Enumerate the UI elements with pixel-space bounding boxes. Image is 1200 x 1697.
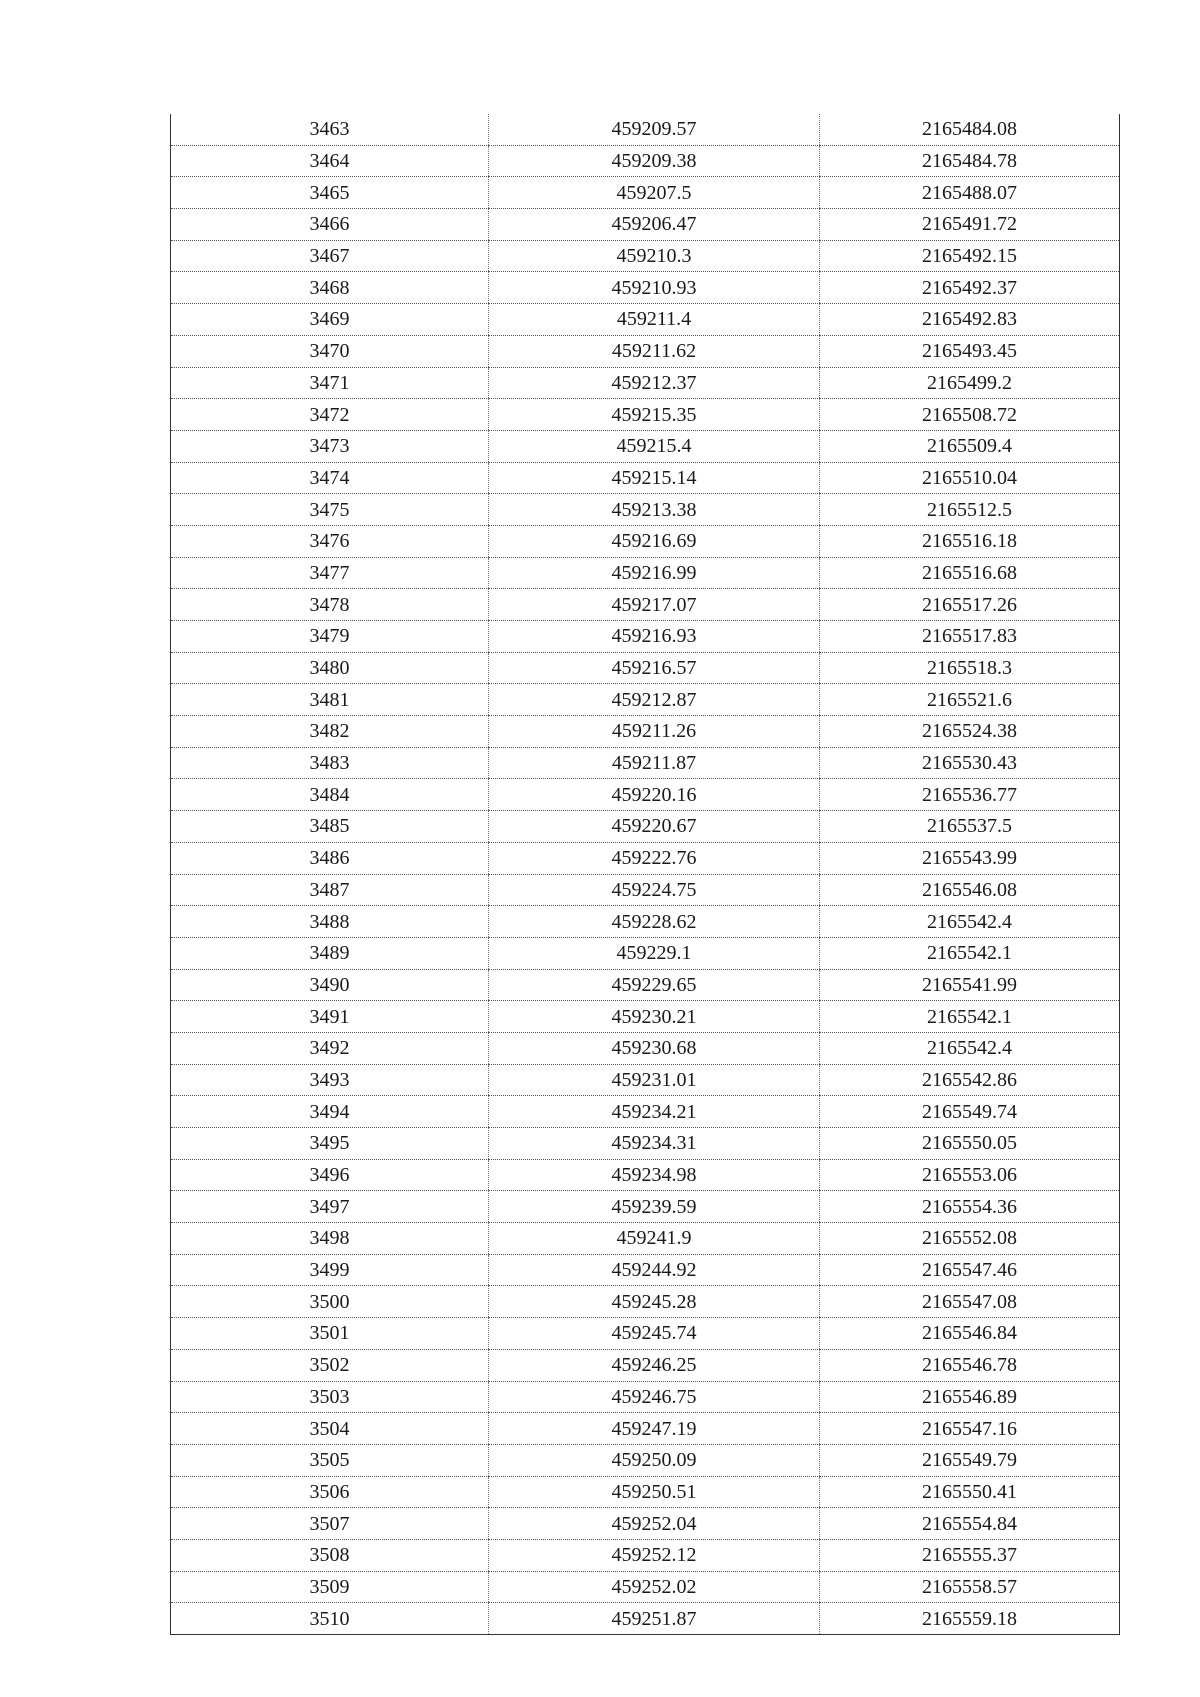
y-coordinate-cell: 2165547.46 <box>820 1254 1120 1286</box>
point-number-cell: 3473 <box>171 430 489 462</box>
y-coordinate-cell: 2165492.83 <box>820 304 1120 336</box>
point-number-cell: 3468 <box>171 272 489 304</box>
x-coordinate-cell: 459209.57 <box>489 114 820 145</box>
y-coordinate-cell: 2165484.08 <box>820 114 1120 145</box>
table-row <box>171 1603 1120 1635</box>
y-coordinate-cell: 2165542.4 <box>820 1032 1120 1064</box>
x-coordinate-cell: 459217.07 <box>489 589 820 621</box>
table-row <box>171 557 1120 589</box>
point-number-cell: 3509 <box>171 1571 489 1603</box>
point-number-cell: 3510 <box>171 1603 489 1635</box>
table-row <box>171 589 1120 621</box>
y-coordinate-cell: 2165521.6 <box>820 684 1120 716</box>
table-row <box>171 684 1120 716</box>
coordinate-table <box>170 114 1120 1635</box>
table-row <box>171 1381 1120 1413</box>
y-coordinate-cell: 2165517.83 <box>820 621 1120 653</box>
x-coordinate-cell: 459215.4 <box>489 430 820 462</box>
x-coordinate-cell: 459220.16 <box>489 779 820 811</box>
x-coordinate-cell: 459250.09 <box>489 1444 820 1476</box>
y-coordinate-cell: 2165524.38 <box>820 716 1120 748</box>
y-coordinate-cell: 2165546.89 <box>820 1381 1120 1413</box>
table-row <box>171 399 1120 431</box>
point-number-cell: 3494 <box>171 1096 489 1128</box>
point-number-cell: 3481 <box>171 684 489 716</box>
point-number-cell: 3488 <box>171 906 489 938</box>
table-row <box>171 240 1120 272</box>
point-number-cell: 3469 <box>171 304 489 336</box>
point-number-cell: 3486 <box>171 842 489 874</box>
table-row <box>171 367 1120 399</box>
x-coordinate-cell: 459211.62 <box>489 335 820 367</box>
y-coordinate-cell: 2165488.07 <box>820 177 1120 209</box>
y-coordinate-cell: 2165549.79 <box>820 1444 1120 1476</box>
y-coordinate-cell: 2165518.3 <box>820 652 1120 684</box>
y-coordinate-cell: 2165541.99 <box>820 969 1120 1001</box>
table-row <box>171 1096 1120 1128</box>
table-row <box>171 1191 1120 1223</box>
table-row <box>171 969 1120 1001</box>
point-number-cell: 3475 <box>171 494 489 526</box>
y-coordinate-cell: 2165549.74 <box>820 1096 1120 1128</box>
x-coordinate-cell: 459222.76 <box>489 842 820 874</box>
x-coordinate-cell: 459220.67 <box>489 811 820 843</box>
y-coordinate-cell: 2165510.04 <box>820 462 1120 494</box>
x-coordinate-cell: 459234.98 <box>489 1159 820 1191</box>
y-coordinate-cell: 2165517.26 <box>820 589 1120 621</box>
point-number-cell: 3484 <box>171 779 489 811</box>
x-coordinate-cell: 459213.38 <box>489 494 820 526</box>
table-row <box>171 335 1120 367</box>
point-number-cell: 3464 <box>171 145 489 177</box>
x-coordinate-cell: 459247.19 <box>489 1413 820 1445</box>
table-row <box>171 906 1120 938</box>
y-coordinate-cell: 2165542.86 <box>820 1064 1120 1096</box>
y-coordinate-cell: 2165512.5 <box>820 494 1120 526</box>
x-coordinate-cell: 459209.38 <box>489 145 820 177</box>
x-coordinate-cell: 459215.35 <box>489 399 820 431</box>
y-coordinate-cell: 2165516.18 <box>820 525 1120 557</box>
table-row <box>171 145 1120 177</box>
point-number-cell: 3474 <box>171 462 489 494</box>
x-coordinate-cell: 459230.68 <box>489 1032 820 1064</box>
x-coordinate-cell: 459246.25 <box>489 1349 820 1381</box>
y-coordinate-cell: 2165559.18 <box>820 1603 1120 1635</box>
table-row <box>171 114 1120 145</box>
point-number-cell: 3493 <box>171 1064 489 1096</box>
x-coordinate-cell: 459241.9 <box>489 1223 820 1255</box>
table-row <box>171 272 1120 304</box>
y-coordinate-cell: 2165555.37 <box>820 1539 1120 1571</box>
point-number-cell: 3495 <box>171 1128 489 1160</box>
y-coordinate-cell: 2165554.36 <box>820 1191 1120 1223</box>
table-row <box>171 747 1120 779</box>
point-number-cell: 3483 <box>171 747 489 779</box>
point-number-cell: 3500 <box>171 1286 489 1318</box>
point-number-cell: 3470 <box>171 335 489 367</box>
point-number-cell: 3508 <box>171 1539 489 1571</box>
point-number-cell: 3505 <box>171 1444 489 1476</box>
x-coordinate-cell: 459216.93 <box>489 621 820 653</box>
table-row <box>171 874 1120 906</box>
table-row <box>171 1001 1120 1033</box>
x-coordinate-cell: 459215.14 <box>489 462 820 494</box>
x-coordinate-cell: 459244.92 <box>489 1254 820 1286</box>
y-coordinate-cell: 2165558.57 <box>820 1571 1120 1603</box>
y-coordinate-cell: 2165492.37 <box>820 272 1120 304</box>
table-row <box>171 811 1120 843</box>
table-row <box>171 1064 1120 1096</box>
x-coordinate-cell: 459231.01 <box>489 1064 820 1096</box>
x-coordinate-cell: 459224.75 <box>489 874 820 906</box>
y-coordinate-cell: 2165492.15 <box>820 240 1120 272</box>
table-row <box>171 716 1120 748</box>
x-coordinate-cell: 459245.28 <box>489 1286 820 1318</box>
y-coordinate-cell: 2165542.1 <box>820 937 1120 969</box>
table-row <box>171 1444 1120 1476</box>
point-number-cell: 3496 <box>171 1159 489 1191</box>
point-number-cell: 3480 <box>171 652 489 684</box>
table-row <box>171 1413 1120 1445</box>
y-coordinate-cell: 2165543.99 <box>820 842 1120 874</box>
table-row <box>171 494 1120 526</box>
y-coordinate-cell: 2165508.72 <box>820 399 1120 431</box>
table-row <box>171 621 1120 653</box>
table-row <box>171 1223 1120 1255</box>
x-coordinate-cell: 459206.47 <box>489 209 820 241</box>
y-coordinate-cell: 2165516.68 <box>820 557 1120 589</box>
point-number-cell: 3478 <box>171 589 489 621</box>
point-number-cell: 3476 <box>171 525 489 557</box>
x-coordinate-cell: 459210.93 <box>489 272 820 304</box>
table-row <box>171 1254 1120 1286</box>
y-coordinate-cell: 2165537.5 <box>820 811 1120 843</box>
point-number-cell: 3503 <box>171 1381 489 1413</box>
y-coordinate-cell: 2165509.4 <box>820 430 1120 462</box>
x-coordinate-cell: 459216.57 <box>489 652 820 684</box>
y-coordinate-cell: 2165550.41 <box>820 1476 1120 1508</box>
point-number-cell: 3489 <box>171 937 489 969</box>
y-coordinate-cell: 2165530.43 <box>820 747 1120 779</box>
x-coordinate-cell: 459234.21 <box>489 1096 820 1128</box>
y-coordinate-cell: 2165546.08 <box>820 874 1120 906</box>
point-number-cell: 3498 <box>171 1223 489 1255</box>
point-number-cell: 3467 <box>171 240 489 272</box>
point-number-cell: 3502 <box>171 1349 489 1381</box>
x-coordinate-cell: 459211.26 <box>489 716 820 748</box>
x-coordinate-cell: 459234.31 <box>489 1128 820 1160</box>
y-coordinate-cell: 2165542.1 <box>820 1001 1120 1033</box>
x-coordinate-cell: 459251.87 <box>489 1603 820 1635</box>
x-coordinate-cell: 459246.75 <box>489 1381 820 1413</box>
x-coordinate-cell: 459212.87 <box>489 684 820 716</box>
x-coordinate-cell: 459252.04 <box>489 1508 820 1540</box>
y-coordinate-cell: 2165542.4 <box>820 906 1120 938</box>
x-coordinate-cell: 459229.1 <box>489 937 820 969</box>
coordinate-table-body <box>171 114 1120 1635</box>
point-number-cell: 3492 <box>171 1032 489 1064</box>
table-row <box>171 842 1120 874</box>
point-number-cell: 3477 <box>171 557 489 589</box>
table-row <box>171 1318 1120 1350</box>
point-number-cell: 3504 <box>171 1413 489 1445</box>
y-coordinate-cell: 2165536.77 <box>820 779 1120 811</box>
x-coordinate-cell: 459250.51 <box>489 1476 820 1508</box>
x-coordinate-cell: 459211.4 <box>489 304 820 336</box>
y-coordinate-cell: 2165499.2 <box>820 367 1120 399</box>
point-number-cell: 3499 <box>171 1254 489 1286</box>
x-coordinate-cell: 459252.02 <box>489 1571 820 1603</box>
table-row <box>171 1539 1120 1571</box>
point-number-cell: 3485 <box>171 811 489 843</box>
y-coordinate-cell: 2165546.78 <box>820 1349 1120 1381</box>
y-coordinate-cell: 2165552.08 <box>820 1223 1120 1255</box>
point-number-cell: 3482 <box>171 716 489 748</box>
table-row <box>171 462 1120 494</box>
point-number-cell: 3501 <box>171 1318 489 1350</box>
table-row <box>171 525 1120 557</box>
table-row <box>171 937 1120 969</box>
point-number-cell: 3506 <box>171 1476 489 1508</box>
table-row <box>171 652 1120 684</box>
table-row <box>171 1032 1120 1064</box>
y-coordinate-cell: 2165484.78 <box>820 145 1120 177</box>
table-row <box>171 1286 1120 1318</box>
y-coordinate-cell: 2165554.84 <box>820 1508 1120 1540</box>
table-row <box>171 209 1120 241</box>
y-coordinate-cell: 2165547.08 <box>820 1286 1120 1318</box>
table-row <box>171 1476 1120 1508</box>
y-coordinate-cell: 2165493.45 <box>820 335 1120 367</box>
x-coordinate-cell: 459230.21 <box>489 1001 820 1033</box>
y-coordinate-cell: 2165550.05 <box>820 1128 1120 1160</box>
point-number-cell: 3487 <box>171 874 489 906</box>
x-coordinate-cell: 459252.12 <box>489 1539 820 1571</box>
table-row <box>171 1508 1120 1540</box>
point-number-cell: 3479 <box>171 621 489 653</box>
x-coordinate-cell: 459239.59 <box>489 1191 820 1223</box>
y-coordinate-cell: 2165553.06 <box>820 1159 1120 1191</box>
point-number-cell: 3497 <box>171 1191 489 1223</box>
table-row <box>171 1159 1120 1191</box>
x-coordinate-cell: 459207.5 <box>489 177 820 209</box>
point-number-cell: 3465 <box>171 177 489 209</box>
point-number-cell: 3463 <box>171 114 489 145</box>
x-coordinate-cell: 459245.74 <box>489 1318 820 1350</box>
table-row <box>171 779 1120 811</box>
y-coordinate-cell: 2165491.72 <box>820 209 1120 241</box>
x-coordinate-cell: 459212.37 <box>489 367 820 399</box>
point-number-cell: 3471 <box>171 367 489 399</box>
x-coordinate-cell: 459216.69 <box>489 525 820 557</box>
point-number-cell: 3490 <box>171 969 489 1001</box>
point-number-cell: 3491 <box>171 1001 489 1033</box>
x-coordinate-cell: 459229.65 <box>489 969 820 1001</box>
table-row <box>171 1128 1120 1160</box>
table-row <box>171 1571 1120 1603</box>
table-row <box>171 1349 1120 1381</box>
y-coordinate-cell: 2165546.84 <box>820 1318 1120 1350</box>
x-coordinate-cell: 459216.99 <box>489 557 820 589</box>
table-row <box>171 430 1120 462</box>
x-coordinate-cell: 459211.87 <box>489 747 820 779</box>
point-number-cell: 3466 <box>171 209 489 241</box>
y-coordinate-cell: 2165547.16 <box>820 1413 1120 1445</box>
table-row <box>171 177 1120 209</box>
x-coordinate-cell: 459210.3 <box>489 240 820 272</box>
x-coordinate-cell: 459228.62 <box>489 906 820 938</box>
point-number-cell: 3507 <box>171 1508 489 1540</box>
point-number-cell: 3472 <box>171 399 489 431</box>
table-row <box>171 304 1120 336</box>
